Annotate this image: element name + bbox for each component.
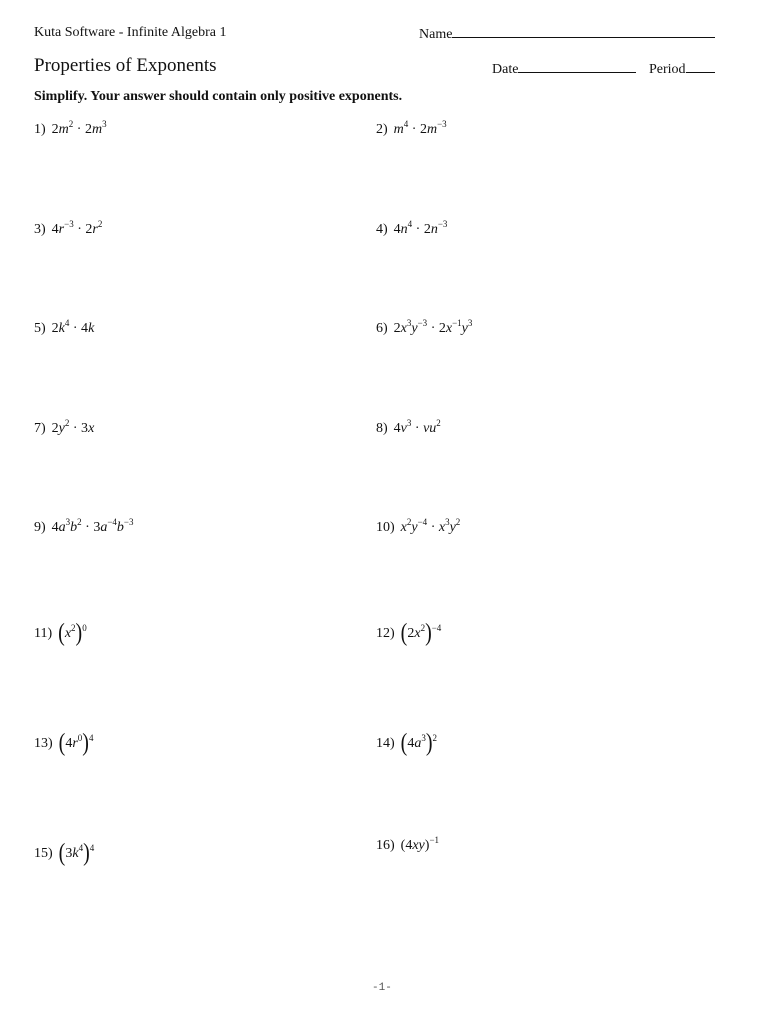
problem-expression: $(4a^3)^2$ — [400, 729, 438, 757]
problem-16 — [376, 835, 440, 854]
problem-number: 6) — [376, 321, 388, 336]
problem-number: 4) — [376, 222, 388, 237]
date-blank[interactable] — [518, 60, 636, 73]
problem-number: 13) — [34, 736, 53, 751]
problem-number: 2) — [376, 122, 388, 137]
problem-number: 11) — [34, 626, 53, 641]
problem-7 — [34, 418, 95, 437]
problem-expression: $2m^2 \cdot 2m^3$ — [51, 119, 107, 137]
problem-15 — [34, 839, 95, 867]
problem-expression: $(4r^0)^4$ — [58, 729, 94, 757]
problem-expression: $2y^2 \cdot 3x$ — [51, 418, 95, 436]
instructions: Simplify. Your answer should contain only positive exponents. — [34, 89, 403, 104]
problem-5 — [34, 318, 95, 337]
problem-9 — [34, 517, 134, 536]
problem-3 — [34, 219, 103, 238]
problem-expression: $(4xy)^{-1}$ — [400, 835, 440, 853]
date-label: Date — [492, 62, 519, 77]
problem-14 — [376, 729, 438, 757]
problem-expression: $(x^2)^0$ — [58, 619, 87, 647]
problem-8 — [376, 418, 441, 437]
problem-number: 16) — [376, 838, 395, 853]
problem-1 — [34, 119, 107, 138]
publisher-label: Kuta Software - Infinite Algebra 1 — [34, 25, 227, 40]
problem-expression: $x^2y^{-4} \cdot x^3y^2$ — [400, 517, 461, 535]
problem-expression: $2x^3y^{-3} \cdot 2x^{-1}y^3$ — [393, 318, 473, 336]
problem-number: 10) — [376, 520, 395, 535]
problem-number: 8) — [376, 421, 388, 436]
period-label: Period — [649, 62, 686, 77]
problem-number: 3) — [34, 222, 46, 237]
problem-number: 15) — [34, 846, 53, 861]
problem-4 — [376, 219, 448, 238]
problem-expression: $m^4 \cdot 2m^{-3}$ — [393, 119, 447, 137]
problem-number: 12) — [376, 626, 395, 641]
problem-number: 5) — [34, 321, 46, 336]
problem-2 — [376, 119, 447, 138]
problem-expression: $4a^3b^2 \cdot 3a^{-4}b^{-3}$ — [51, 517, 134, 535]
problem-expression: $2k^4 \cdot 4k$ — [51, 318, 95, 336]
problem-number: 14) — [376, 736, 395, 751]
period-blank[interactable] — [686, 60, 715, 73]
problem-expression: $(3k^4)^4$ — [58, 839, 95, 867]
name-field[interactable] — [419, 25, 715, 43]
problem-10 — [376, 517, 461, 536]
date-field[interactable] — [492, 60, 636, 78]
name-label: Name — [419, 27, 453, 42]
problem-number: 9) — [34, 520, 46, 535]
problem-number: 1) — [34, 122, 46, 137]
problem-expression: $4v^3 \cdot vu^2$ — [393, 418, 441, 436]
problem-expression: $4r^{-3} \cdot 2r^2$ — [51, 219, 103, 237]
problem-12 — [376, 619, 442, 647]
period-field[interactable] — [649, 60, 715, 78]
page-number: -1- — [372, 982, 392, 994]
problem-number: 7) — [34, 421, 46, 436]
problem-6 — [376, 318, 473, 337]
problem-11 — [34, 619, 87, 647]
problem-expression: $(2x^2)^{-4}$ — [400, 619, 442, 647]
name-blank[interactable] — [452, 25, 715, 38]
page-title: Properties of Exponents — [34, 55, 217, 76]
problem-13 — [34, 729, 94, 757]
problem-expression: $4n^4 \cdot 2n^{-3}$ — [393, 219, 448, 237]
